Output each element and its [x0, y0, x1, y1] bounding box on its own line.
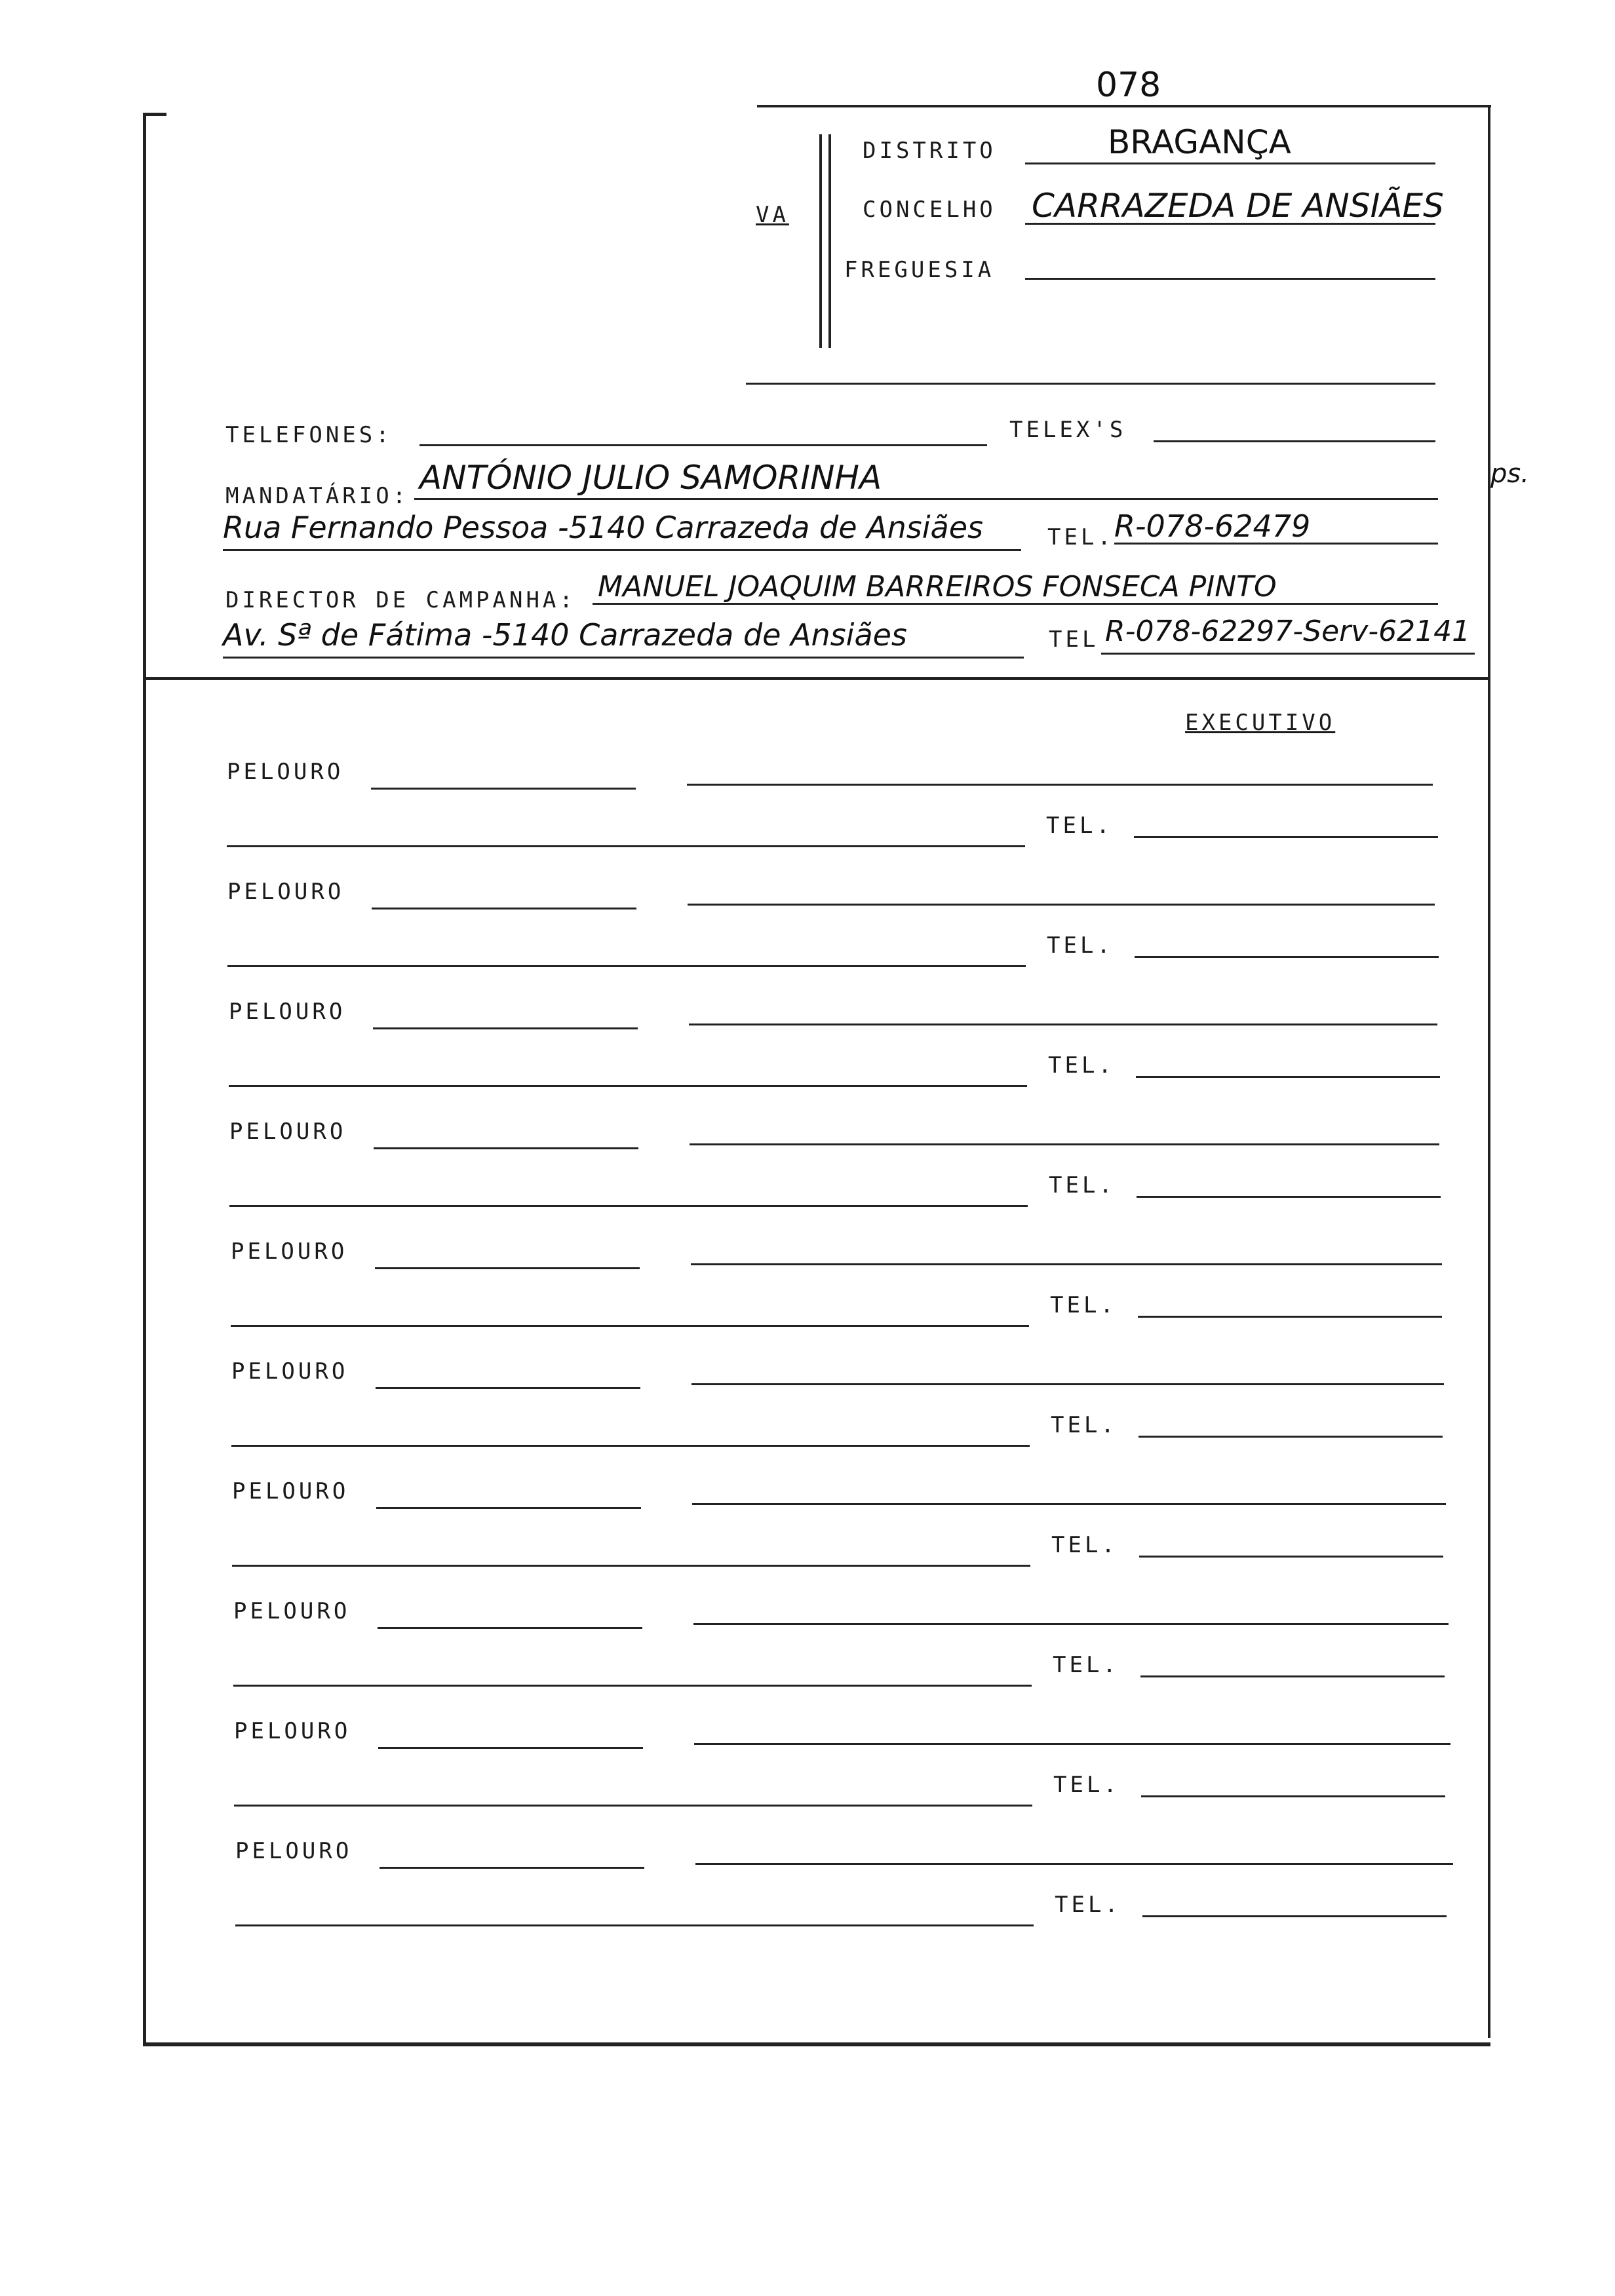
pelouro-tel-field[interactable] — [1134, 836, 1438, 838]
pelouro-name-field[interactable] — [687, 784, 1433, 786]
mandatario-name-field[interactable] — [414, 498, 1438, 500]
pelouro-tel-field[interactable] — [1137, 1196, 1441, 1198]
mandatario-address: Rua Fernando Pessoa -5140 Carrazeda de Ansiães — [223, 510, 983, 545]
pelouro-tel-field[interactable] — [1140, 1675, 1445, 1677]
pelouro-name-field[interactable] — [691, 1383, 1444, 1385]
pelouro-address-field[interactable] — [235, 1924, 1034, 1926]
pelouro-address-field[interactable] — [234, 1805, 1032, 1807]
director-address-field[interactable] — [223, 657, 1024, 659]
pelouro-label: PELOURO — [235, 1838, 353, 1864]
pelouro-tel-label: TEL. — [1048, 1052, 1115, 1079]
pelouro-tel-field[interactable] — [1141, 1795, 1445, 1797]
pelouro-tel-label: TEL. — [1053, 1772, 1120, 1798]
distrito-field[interactable] — [1025, 163, 1435, 164]
pelouro-label: PELOURO — [231, 1238, 348, 1265]
director-label: DIRECTOR DE CAMPANHA: — [225, 587, 576, 613]
pelouro-field[interactable] — [376, 1507, 641, 1509]
mandatario-name: ANTÓNIO JULIO SAMORINHA — [419, 459, 882, 497]
pelouro-field[interactable] — [375, 1267, 640, 1269]
pelouro-name-field[interactable] — [694, 1743, 1450, 1745]
pelouro-address-field[interactable] — [227, 965, 1026, 967]
telex-label: TELEX'S — [1009, 417, 1127, 443]
pelouro-tel-field[interactable] — [1135, 956, 1439, 958]
pelouro-field[interactable] — [379, 1867, 644, 1869]
concelho-value: CARRAZEDA DE ANSIÃES — [1032, 187, 1444, 225]
telex-field[interactable] — [1154, 440, 1435, 442]
mandatario-tel-label: TEL. — [1047, 524, 1114, 550]
director-address: Av. Sª de Fátima -5140 Carrazeda de Ansiães — [223, 617, 907, 653]
margin-note: ps. — [1490, 459, 1529, 489]
pelouro-label: PELOURO — [227, 879, 345, 905]
mandatario-tel: R-078-62479 — [1114, 508, 1311, 544]
director-tel-field[interactable] — [1101, 653, 1475, 655]
pelouro-label: PELOURO — [233, 1598, 351, 1624]
pelouro-field[interactable] — [376, 1387, 640, 1389]
pelouro-address-field[interactable] — [229, 1085, 1027, 1087]
pelouro-tel-label: TEL. — [1046, 813, 1113, 839]
pelouro-tel-label: TEL. — [1051, 1532, 1118, 1558]
pelouro-name-field[interactable] — [688, 904, 1435, 906]
pelouro-tel-label: TEL. — [1050, 1292, 1117, 1318]
pelouro-name-field[interactable] — [689, 1024, 1437, 1025]
concelho-label: CONCELHO — [863, 197, 996, 223]
pelouro-tel-field[interactable] — [1136, 1076, 1440, 1078]
pelouro-label: PELOURO — [229, 1119, 347, 1145]
pelouro-address-field[interactable] — [229, 1205, 1028, 1207]
pelouro-tel-field[interactable] — [1138, 1316, 1442, 1318]
mandatario-address-field[interactable] — [223, 549, 1021, 551]
pelouro-tel-field[interactable] — [1142, 1915, 1447, 1917]
pelouro-tel-field[interactable] — [1138, 1436, 1443, 1438]
pelouro-field[interactable] — [371, 788, 636, 790]
pelouro-field[interactable] — [378, 1747, 643, 1749]
pelouro-address-field[interactable] — [227, 845, 1025, 847]
pelouro-tel-label: TEL. — [1049, 1172, 1116, 1198]
va-label: VA — [756, 202, 789, 228]
page-number: 078 — [1096, 66, 1161, 105]
header-rule — [746, 383, 1435, 385]
pelouro-name-field[interactable] — [695, 1863, 1453, 1865]
director-tel: R-078-62297-Serv-62141 — [1105, 615, 1471, 648]
pelouro-field[interactable] — [374, 1147, 638, 1149]
pelouro-tel-label: TEL. — [1055, 1892, 1121, 1918]
pelouro-field[interactable] — [372, 908, 636, 909]
executivo-title: EXECUTIVO — [1185, 710, 1336, 736]
director-name: MANUEL JOAQUIM BARREIROS FONSECA PINTO — [598, 570, 1277, 603]
director-tel-label: TEL — [1049, 626, 1099, 653]
pelouro-name-field[interactable] — [690, 1143, 1439, 1145]
pelouro-name-field[interactable] — [692, 1503, 1446, 1505]
freguesia-field[interactable] — [1025, 278, 1435, 280]
distrito-label: DISTRITO — [863, 138, 996, 164]
pelouro-address-field[interactable] — [232, 1565, 1030, 1567]
pelouro-tel-label: TEL. — [1053, 1652, 1119, 1678]
pelouro-label: PELOURO — [229, 999, 346, 1025]
pelouro-address-field[interactable] — [233, 1685, 1032, 1687]
telefones-field[interactable] — [419, 444, 987, 446]
freguesia-label: FREGUESIA — [844, 257, 995, 283]
pelouro-label: PELOURO — [234, 1718, 351, 1744]
pelouro-label: PELOURO — [232, 1478, 349, 1504]
pelouro-tel-label: TEL. — [1051, 1412, 1118, 1438]
pelouro-name-field[interactable] — [693, 1623, 1449, 1625]
header-divider — [819, 134, 822, 348]
pelouro-label: PELOURO — [227, 759, 344, 785]
pelouro-tel-field[interactable] — [1139, 1556, 1443, 1558]
mandatario-label: MANDATÁRIO: — [225, 483, 410, 509]
pelouro-address-field[interactable] — [231, 1445, 1030, 1447]
telefones-label: TELEFONES: — [225, 422, 393, 448]
pelouro-tel-label: TEL. — [1047, 932, 1114, 959]
pelouro-label: PELOURO — [231, 1358, 349, 1385]
pelouro-address-field[interactable] — [231, 1325, 1029, 1327]
pelouro-field[interactable] — [378, 1627, 642, 1629]
pelouro-field[interactable] — [373, 1027, 638, 1029]
distrito-value: BRAGANÇA — [1108, 123, 1291, 161]
pelouro-name-field[interactable] — [691, 1263, 1442, 1265]
